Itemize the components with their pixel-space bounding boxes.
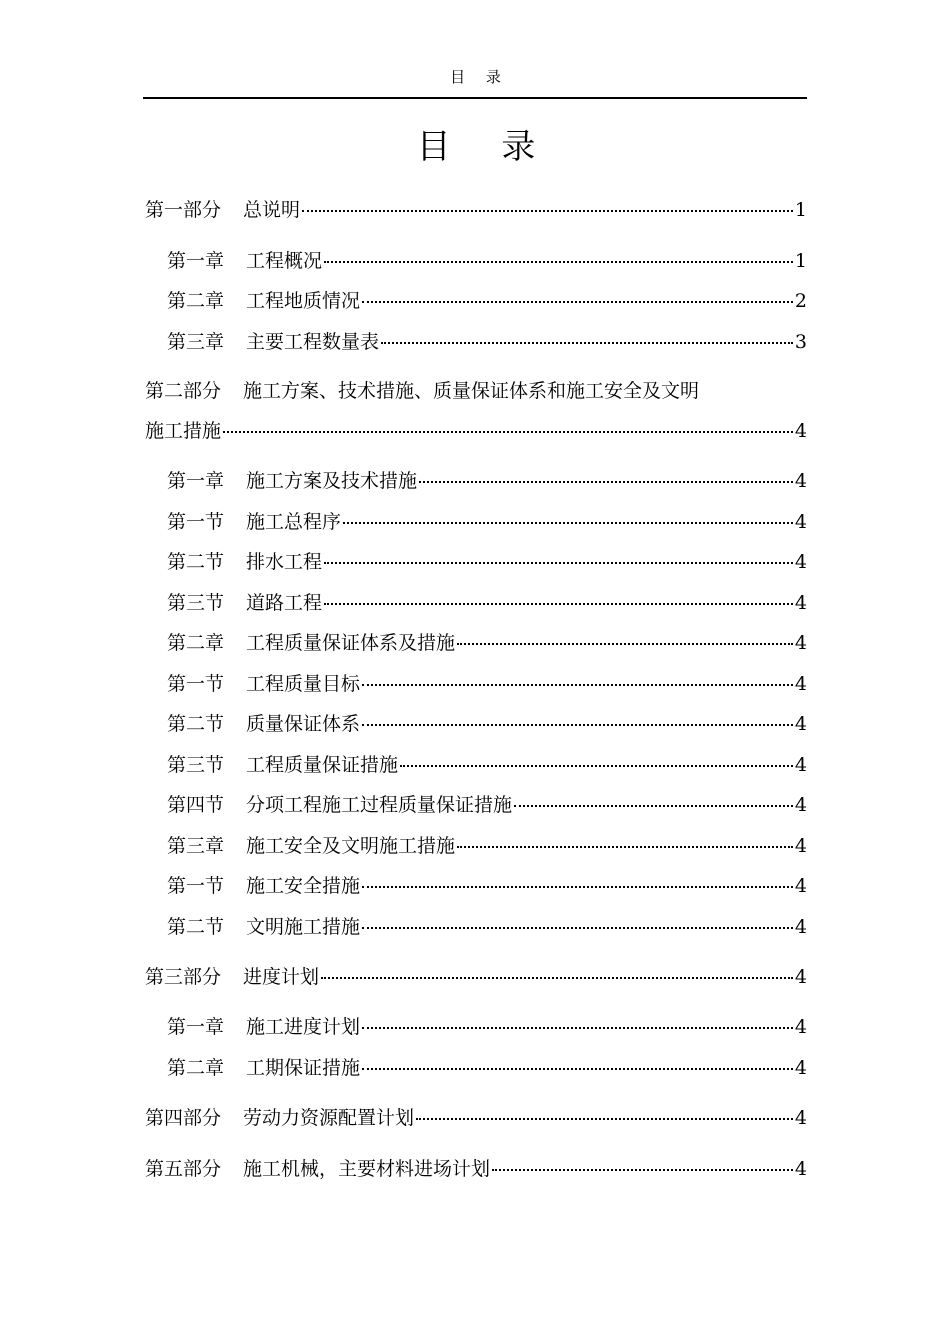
toc-entry-page: 4 [794, 875, 807, 897]
toc-entry[interactable] [167, 1013, 807, 1041]
dot-leader [223, 431, 793, 433]
toc-entry-number: 第一章 [167, 1016, 225, 1038]
toc-entry[interactable] [167, 791, 807, 819]
toc-entry-page: 4 [794, 1158, 807, 1180]
toc-entry-title: 质量保证体系 [246, 713, 361, 735]
toc-entry-page: 4 [794, 835, 807, 857]
dot-leader [419, 481, 793, 483]
toc-entry-number: 第二节 [167, 916, 225, 938]
toc-entry-wrapped-line[interactable] [145, 377, 699, 405]
toc-entry-title: 工程概况 [246, 250, 323, 272]
toc-entry-title: 施工安全及文明施工措施 [246, 835, 456, 857]
dot-leader [321, 977, 793, 979]
toc-entry-page: 4 [794, 592, 807, 614]
toc-entry-title: 进度计划 [243, 966, 320, 988]
toc-entry-title: 劳动力资源配置计划 [243, 1107, 415, 1129]
toc-entry-number: 第三章 [167, 835, 225, 857]
dot-leader [324, 603, 793, 605]
toc-entry-number: 第三节 [167, 754, 225, 776]
toc-entry[interactable] [167, 670, 807, 698]
toc-entry-page: 4 [794, 966, 807, 988]
toc-entry-number: 第一节 [167, 511, 225, 533]
toc-entry-number: 第四节 [167, 794, 225, 816]
toc-entry[interactable] [145, 1104, 807, 1132]
toc-entry-page: 4 [794, 794, 807, 816]
dot-leader [416, 1118, 793, 1120]
toc-entry[interactable] [167, 589, 807, 617]
dot-leader [457, 846, 793, 848]
toc-entry-number: 第三节 [167, 592, 225, 614]
toc-entry-title: 文明施工措施 [246, 916, 361, 938]
toc-entry-title: 分项工程施工过程质量保证措施 [246, 794, 513, 816]
toc-entry-title: 排水工程 [246, 551, 323, 573]
toc-entry[interactable] [167, 913, 807, 941]
toc-entry-number: 第二节 [167, 551, 225, 573]
toc-entry-title: 施工方案、技术措施、质量保证体系和施工安全及文明 [243, 380, 700, 402]
toc-entry-page: 4 [794, 1057, 807, 1079]
toc-entry[interactable] [167, 710, 807, 738]
toc-entry-title-continued: 施工措施 [145, 420, 222, 442]
toc-entry-page: 2 [794, 290, 807, 312]
dot-leader [324, 261, 793, 263]
dot-leader [381, 342, 793, 344]
toc-entry-number: 第一部分 [145, 199, 222, 221]
toc-entry[interactable] [167, 1054, 807, 1082]
toc-entry-title: 主要工程数量表 [246, 331, 380, 353]
toc-entry-page: 4 [794, 916, 807, 938]
toc-entry-number: 第二部分 [145, 380, 222, 402]
toc-entry-page: 4 [794, 470, 807, 492]
toc-entry-title: 道路工程 [246, 592, 323, 614]
dot-leader [362, 927, 793, 929]
toc-entry-title: 总说明 [243, 199, 301, 221]
toc-entry-title: 施工进度计划 [246, 1016, 361, 1038]
dot-leader [362, 886, 793, 888]
dot-leader [362, 1027, 793, 1029]
toc-entry-page: 4 [794, 551, 807, 573]
dot-leader [362, 724, 793, 726]
dot-leader [457, 643, 793, 645]
toc-entry[interactable] [167, 832, 807, 860]
toc-entry-number: 第三部分 [145, 966, 222, 988]
toc-entry-page: 4 [794, 632, 807, 654]
dot-leader [362, 684, 793, 686]
toc-entry-page: 4 [794, 511, 807, 533]
toc-entry-page: 4 [794, 420, 807, 442]
toc-entry-number: 第二章 [167, 290, 225, 312]
toc-entry-title: 工程质量保证体系及措施 [246, 632, 456, 654]
toc-entry-title: 工程质量保证措施 [246, 754, 399, 776]
toc-entry[interactable] [167, 467, 807, 495]
toc-entry-number: 第二章 [167, 1057, 225, 1079]
toc-entry-number: 第二章 [167, 632, 225, 654]
toc-entry-page: 3 [794, 331, 807, 353]
toc-entry[interactable] [167, 751, 807, 779]
toc-entry-number: 第一章 [167, 470, 225, 492]
toc-entry[interactable] [167, 629, 807, 657]
dot-leader [343, 522, 793, 524]
toc-entry-number: 第三章 [167, 331, 225, 353]
toc-entry[interactable] [145, 196, 807, 224]
toc-entry[interactable] [145, 417, 807, 445]
toc-entry-number: 第二节 [167, 713, 225, 735]
toc-entry-page: 4 [794, 754, 807, 776]
toc-entry-number: 第五部分 [145, 1158, 222, 1180]
toc-entry-number: 第一章 [167, 250, 225, 272]
toc-entry[interactable] [167, 872, 807, 900]
toc-entry-page: 1 [794, 199, 807, 221]
toc-entry[interactable] [167, 287, 807, 315]
toc-entry-title: 工程质量目标 [246, 673, 361, 695]
toc-entry-title: 施工方案及技术措施 [246, 470, 418, 492]
running-header: 目 录 [450, 68, 502, 86]
toc-entry-number: 第一节 [167, 673, 225, 695]
toc-entry[interactable] [145, 963, 807, 991]
dot-leader [492, 1169, 793, 1171]
toc-entry-title: 工期保证措施 [246, 1057, 361, 1079]
dot-leader [324, 562, 793, 564]
toc-entry[interactable] [167, 548, 807, 576]
toc-entry[interactable] [167, 328, 807, 356]
toc-entry[interactable] [167, 508, 807, 536]
toc-entry-page: 1 [794, 250, 807, 272]
toc-entry-title: 施工机械，主要材料进场计划 [243, 1158, 491, 1180]
toc-entry-title: 工程地质情况 [246, 290, 361, 312]
toc-entry-number: 第一节 [167, 875, 225, 897]
dot-leader [514, 805, 793, 807]
toc-entry-number: 第四部分 [145, 1107, 222, 1129]
toc-entry-title: 施工安全措施 [246, 875, 361, 897]
toc-entry[interactable] [145, 1155, 807, 1183]
dot-leader [362, 1068, 793, 1070]
dot-leader [362, 301, 793, 303]
toc-entry-page: 4 [794, 673, 807, 695]
page-title: 目 录 [416, 127, 536, 167]
toc-entry-title: 施工总程序 [246, 511, 342, 533]
toc-entry-page: 4 [794, 1016, 807, 1038]
toc-entry-page: 4 [794, 1107, 807, 1129]
dot-leader [400, 765, 793, 767]
toc-entry[interactable] [167, 247, 807, 275]
dot-leader [302, 210, 793, 212]
toc-entry-page: 4 [794, 713, 807, 735]
